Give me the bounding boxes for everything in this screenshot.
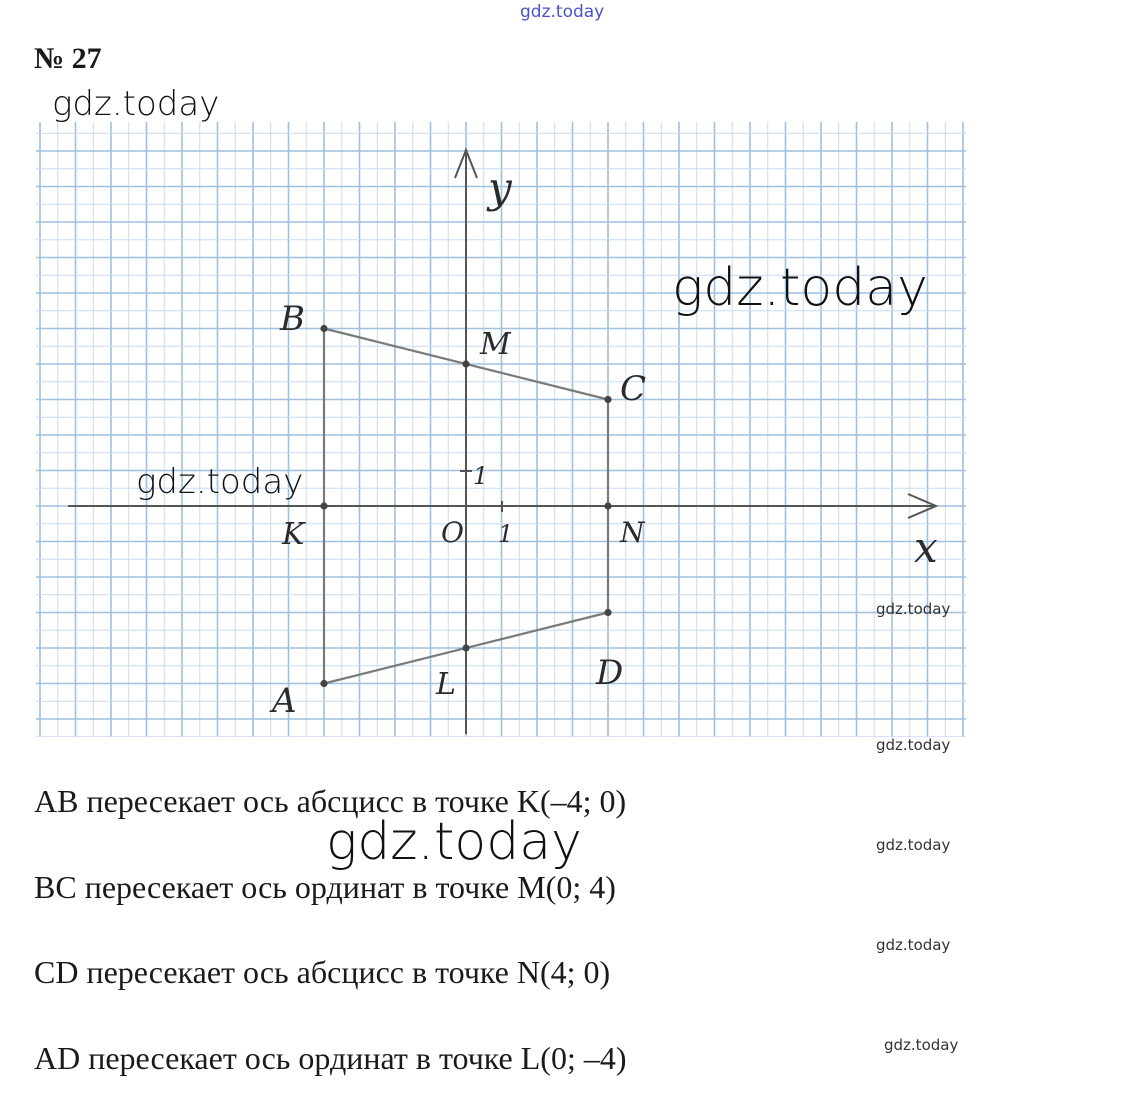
point-b [320, 325, 327, 332]
task-number: № 27 [34, 42, 102, 75]
point-d [604, 609, 611, 616]
point-label-c: C [620, 369, 647, 409]
watermark-large-center: gdz.today [326, 812, 582, 872]
point-k [320, 502, 327, 509]
watermark-graph-left: gdz.today [136, 462, 304, 502]
origin-label: O [441, 516, 464, 549]
watermark-small-5: gdz.today [884, 1036, 959, 1054]
watermark-small-4: gdz.today [876, 936, 951, 954]
point-label-k: K [282, 517, 305, 552]
answer-line-2: ВС пересекает ось ординат в точке M(0; 4) [34, 869, 616, 905]
watermark-small-2: gdz.today [876, 736, 951, 754]
unit-y-label: 1 [473, 462, 489, 490]
point-label-l: L [436, 667, 456, 702]
point-c [604, 396, 611, 403]
graph-grid [36, 122, 966, 737]
watermark-small-1: gdz.today [876, 600, 951, 618]
watermark-top: gdz.today [520, 2, 605, 22]
watermark-small-3: gdz.today [876, 836, 951, 854]
coordinate-graph [36, 122, 966, 737]
point-n [604, 502, 611, 509]
point-label-m: M [480, 327, 511, 362]
y-axis-label: y [488, 163, 512, 212]
point-m [462, 360, 469, 367]
point-label-a: A [272, 681, 297, 721]
watermark-large-right: gdz.today [672, 258, 928, 318]
answer-line-4: АD пересекает ось ординат в точке L(0; –4) [34, 1040, 627, 1076]
answer-line-3: СD пересекает ось абсцисс в точке N(4; 0) [34, 954, 611, 990]
point-label-d: D [596, 653, 624, 693]
unit-x-label: 1 [498, 520, 514, 548]
x-axis-label: x [914, 523, 938, 572]
answer-line-1: АВ пересекает ось абсцисс в точке K(–4; 0) [34, 783, 627, 819]
watermark-upper-left: gdz.today [52, 84, 220, 124]
point-label-n: N [620, 516, 645, 549]
point-l [462, 644, 469, 651]
point-a [320, 680, 327, 687]
point-label-b: B [280, 299, 305, 339]
